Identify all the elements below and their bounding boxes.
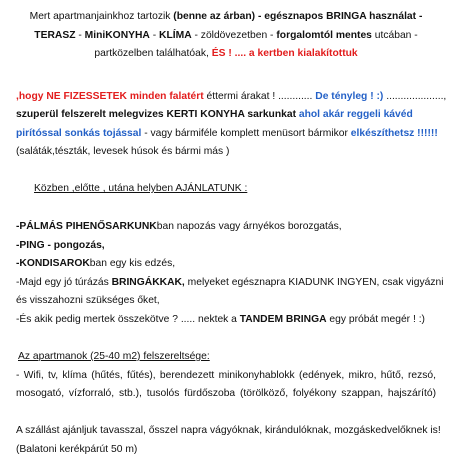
gym-corner-label: -KONDISAROK [16, 258, 90, 269]
palm-corner-label: -PÁLMÁS PIHENŐSARKUNK [16, 221, 157, 232]
equipment-line-1: - Wifi, tv, klíma (hűtés, fűtés), berendezett minikonyhablokk (edények, mikro, hűtő, rezsó, [16, 370, 436, 381]
kitchen-line-2 [16, 108, 413, 121]
garden-kitchen-text: szuperül felszerelt melegvizes KERTI KONYHA sarkunkat [16, 109, 297, 120]
offer-bikes-line-2: és visszahozni szükséges őket, [16, 295, 160, 306]
offer-ping-pong: -PING - pongozás, [16, 240, 105, 251]
intro-line-2 [16, 29, 436, 42]
aircon-feature: KLÍMA [159, 30, 192, 41]
intro-line-1 [16, 10, 436, 23]
price-included-note: (benne az árban) [173, 11, 256, 22]
bike-tour-text: -Majd egy jó túrázás [16, 277, 112, 288]
really-highlight: De tényleg ! :) [315, 91, 384, 102]
separator: - [255, 11, 265, 22]
gym-corner-text: ban egy kis edzés, [89, 258, 176, 269]
separator: - [75, 30, 85, 41]
kitchen-line-1 [16, 90, 446, 103]
closing-line-2: (Balatoni kerékpárút 50 m) [16, 444, 138, 455]
garden-highlight: ÉS ! .... a kertben kialakítottuk [211, 48, 358, 59]
offer-gym-corner [16, 257, 175, 270]
kitchen-line-3 [16, 127, 438, 140]
terrace-feature: TERASZ [34, 30, 76, 41]
street-text: utcában - [371, 30, 418, 41]
tandem-label: TANDEM BRINGA [239, 314, 327, 325]
coffee-highlight: ahol akár reggeli kávéd [296, 109, 413, 120]
restaurant-prices-text: éttermi árakat ! ............ [203, 91, 316, 102]
offer-tandem [16, 313, 425, 326]
green-zone-text: - zöldövezetben - [191, 30, 277, 41]
closing-line-1: A szállást ajánljuk tavasszal, ősszel napra vágyóknak, kirándulóknak, mozgáskedvelőknek is! [16, 425, 441, 436]
bike-rental-text: melyeket egésznapra KIADUNK INGYEN, csak vigyázni [184, 277, 444, 288]
bikes-label: BRINGÁKKAK, [111, 277, 185, 288]
separator: - [149, 30, 160, 41]
cook-highlight: elkészíthetsz !!!!!! [350, 128, 438, 139]
tandem-text: -És akik pedig mertek összekötve ? ..... nektek a [16, 314, 240, 325]
intro-line-3 [16, 47, 436, 60]
location-text: partközelben találhatóak, [94, 48, 212, 59]
offers-heading: Közben ,előtte , utána helyben AJÁNLATUNK : [34, 183, 248, 194]
offer-bikes [16, 276, 443, 289]
intro-text: Mert apartmanjainkhoz tartozik [29, 11, 174, 22]
tandem-tail-text: egy próbát megér ! :) [326, 314, 425, 325]
palm-corner-text: ban napozás vagy árnyékos borozgatás, [156, 221, 342, 232]
kitchen-feature: MiniKONYHA [84, 30, 150, 41]
equipment-heading: Az apartmanok (25-40 m2) felszereltsége: [18, 351, 210, 362]
toast-highlight: pirítóssal sonkás tojással [16, 128, 142, 139]
kitchen-line-4: (saláták,tészták, levesek húsok és bármi más ) [16, 146, 230, 157]
bike-feature: egésznapos BRINGA használat - [264, 11, 423, 22]
equipment-line-2: mosogató, vízforraló, stb.), tusolós fürdőszoba (törölköző, folyékony szappan, hajszárító) [16, 388, 436, 399]
no-pay-highlight: ,hogy NE FIZESSETEK minden falatért [16, 91, 204, 102]
dots-text: ...................., [383, 91, 447, 102]
menu-text: - vagy bármiféle komplett menüsort bármikor [141, 128, 351, 139]
offer-palm-corner [16, 220, 342, 233]
traffic-free-feature: forgalomtól mentes [276, 30, 372, 41]
